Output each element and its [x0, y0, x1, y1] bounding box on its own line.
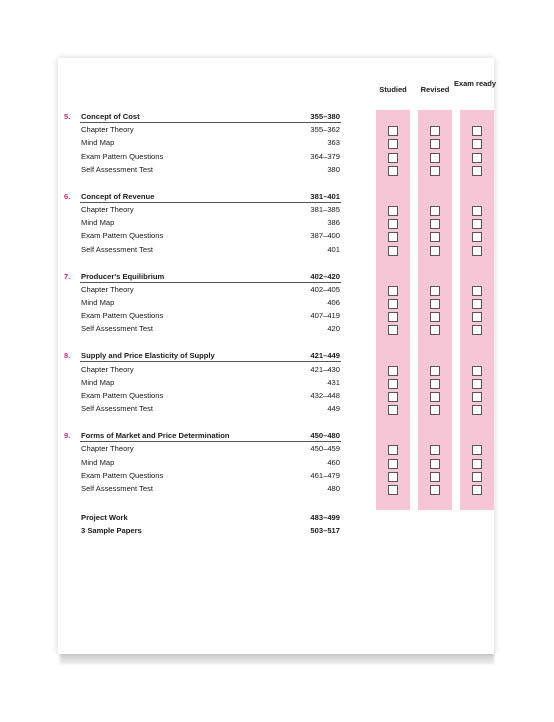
chapter6-item4-checkbox-1[interactable]: [388, 246, 398, 256]
chapter5-item3-checkbox-3[interactable]: [472, 153, 482, 163]
toc-item: [0, 152, 554, 164]
chapter-rule: [80, 282, 341, 283]
chapter8-item4-checkbox-3[interactable]: [472, 405, 482, 415]
toc-item: [0, 311, 554, 323]
item-label: Mind Map: [81, 457, 115, 467]
chapter9-item1-checkbox-1[interactable]: [388, 445, 398, 455]
chapter7-item2-checkbox-1[interactable]: [388, 299, 398, 309]
chapter9-item1-checkbox-3[interactable]: [472, 445, 482, 455]
item-pages: 461–479: [310, 470, 340, 480]
chapter-title: Concept of Cost: [81, 112, 140, 121]
item-label: Self Assessment Test: [81, 244, 154, 254]
item-label: Chapter Theory: [81, 364, 134, 374]
column-header-3: Exam ready: [453, 79, 497, 88]
chapter5-item1-checkbox-1[interactable]: [388, 126, 398, 136]
item-label: Chapter Theory: [81, 444, 134, 454]
item-pages: 364–379: [310, 151, 340, 161]
extra-pages: 503–517: [310, 526, 340, 536]
toc-item: [0, 125, 554, 137]
item-label: Chapter Theory: [81, 125, 134, 135]
chapter5-item1-checkbox-3[interactable]: [472, 126, 482, 136]
chapter7-item1-checkbox-3[interactable]: [472, 286, 482, 296]
chapter-rule: [80, 441, 341, 442]
item-label: Exam Pattern Questions: [81, 231, 164, 241]
chapter-pages: 381–401: [310, 191, 340, 201]
chapter6-item4-checkbox-2[interactable]: [430, 246, 440, 256]
toc-item: [0, 444, 554, 456]
chapter5-item2-checkbox-3[interactable]: [472, 139, 482, 149]
toc-item: [0, 245, 554, 257]
extra-section: [0, 526, 554, 538]
toc-item: [0, 471, 554, 483]
item-pages: 432–448: [310, 391, 340, 400]
chapter8-item2-checkbox-2[interactable]: [430, 379, 440, 389]
chapter9-item2-checkbox-3[interactable]: [472, 459, 482, 469]
chapter9-item4-checkbox-1[interactable]: [388, 485, 398, 495]
chapter-number: 6.: [64, 191, 71, 201]
chapter5-item4-checkbox-3[interactable]: [472, 166, 482, 176]
chapter5-item1-checkbox-2[interactable]: [430, 126, 440, 136]
chapter6-item3-checkbox-2[interactable]: [430, 232, 440, 242]
chapter8-item4-checkbox-2[interactable]: [430, 405, 440, 415]
chapter-title: Concept of Revenue: [81, 191, 155, 201]
item-label: Exam Pattern Questions: [81, 311, 164, 321]
item-pages: 402–405: [310, 284, 340, 294]
chapter-number: 7.: [64, 271, 71, 281]
chapter-rule: [80, 361, 341, 362]
item-label: Mind Map: [81, 218, 115, 228]
chapter-rule: [80, 202, 341, 203]
chapter6-item1-checkbox-3[interactable]: [472, 206, 482, 216]
chapter6-item1-checkbox-1[interactable]: [388, 206, 398, 216]
toc-item: [0, 458, 554, 470]
item-label: Exam Pattern Questions: [81, 470, 164, 480]
item-label: Self Assessment Test: [81, 324, 154, 334]
chapter6-item3-checkbox-3[interactable]: [472, 232, 482, 242]
chapter-pages: 450–480: [310, 431, 340, 441]
chapter9-item2-checkbox-1[interactable]: [388, 459, 398, 469]
item-pages: 386: [327, 218, 340, 228]
item-pages: 421–430: [310, 364, 340, 374]
chapter-number: 5.: [64, 112, 71, 121]
chapter5-item3-checkbox-2[interactable]: [430, 153, 440, 163]
item-pages: 431: [327, 377, 340, 387]
item-pages: 420: [327, 324, 340, 334]
toc-item: [0, 324, 554, 336]
chapter7-item4-checkbox-1[interactable]: [388, 325, 398, 335]
item-pages: 355–362: [310, 125, 340, 135]
chapter7-item4-checkbox-3[interactable]: [472, 325, 482, 335]
chapter8-item1-checkbox-2[interactable]: [430, 366, 440, 376]
toc-item: [0, 218, 554, 230]
item-label: Exam Pattern Questions: [81, 151, 164, 161]
chapter9-item4-checkbox-3[interactable]: [472, 485, 482, 495]
extra-pages: 483–499: [310, 513, 340, 522]
toc-item: [0, 484, 554, 496]
chapter9-item3-checkbox-2[interactable]: [430, 472, 440, 482]
toc-item: [0, 231, 554, 243]
chapter6-item1-checkbox-2[interactable]: [430, 206, 440, 216]
item-label: Self Assessment Test: [81, 484, 154, 493]
chapter6-item2-checkbox-2[interactable]: [430, 219, 440, 229]
chapter9-item1-checkbox-2[interactable]: [430, 445, 440, 455]
chapter9-item3-checkbox-1[interactable]: [388, 472, 398, 482]
item-label: Self Assessment Test: [81, 164, 154, 174]
item-label: Mind Map: [81, 377, 115, 387]
chapter7-item1-checkbox-2[interactable]: [430, 286, 440, 296]
chapter7-item1-checkbox-1[interactable]: [388, 286, 398, 296]
chapter6-item3-checkbox-1[interactable]: [388, 232, 398, 242]
toc-item: [0, 138, 554, 150]
chapter7-item4-checkbox-2[interactable]: [430, 325, 440, 335]
chapter5-item2-checkbox-2[interactable]: [430, 139, 440, 149]
chapter9-item4-checkbox-2[interactable]: [430, 485, 440, 495]
chapter7-item3-checkbox-1[interactable]: [388, 312, 398, 322]
column-header-1: Studied: [379, 85, 407, 94]
item-label: Chapter Theory: [81, 284, 134, 294]
toc-item: [0, 285, 554, 297]
chapter8-item2-checkbox-1[interactable]: [388, 379, 398, 389]
item-pages: 381–385: [310, 205, 340, 214]
item-label: Mind Map: [81, 298, 115, 307]
toc-item: [0, 378, 554, 390]
chapter8-item1-checkbox-1[interactable]: [388, 366, 398, 376]
item-pages: 407–419: [310, 311, 340, 321]
chapter5-item4-checkbox-1[interactable]: [388, 166, 398, 176]
chapter-pages: 402–420: [310, 271, 340, 281]
item-pages: 460: [327, 457, 340, 467]
toc-item: [0, 391, 554, 403]
toc-item: [0, 165, 554, 177]
chapter5-item4-checkbox-2[interactable]: [430, 166, 440, 176]
chapter8-item3-checkbox-1[interactable]: [388, 392, 398, 402]
item-pages: 450–459: [310, 444, 340, 454]
chapter7-item2-checkbox-2[interactable]: [430, 299, 440, 309]
chapter-pages: 355–380: [310, 112, 340, 121]
extra-section: [0, 513, 554, 525]
chapter-title: Supply and Price Elasticity of Supply: [81, 351, 215, 361]
extra-label: 3 Sample Papers: [81, 526, 142, 536]
chapter-title: Producer's Equilibrium: [81, 271, 165, 281]
toc-item: [0, 298, 554, 310]
extra-label: Project Work: [81, 513, 128, 522]
chapter6-item2-checkbox-3[interactable]: [472, 219, 482, 229]
chapter6-item2-checkbox-1[interactable]: [388, 219, 398, 229]
chapter6-item4-checkbox-3[interactable]: [472, 246, 482, 256]
item-pages: 449: [327, 404, 340, 414]
chapter7-item2-checkbox-3[interactable]: [472, 299, 482, 309]
chapter-number: 8.: [64, 351, 71, 361]
chapter-pages: 421–449: [310, 351, 340, 361]
chapter-rule: [80, 122, 341, 123]
chapter8-item1-checkbox-3[interactable]: [472, 366, 482, 376]
chapter7-item3-checkbox-2[interactable]: [430, 312, 440, 322]
item-label: Exam Pattern Questions: [81, 391, 164, 400]
column-header-2: Revised: [420, 85, 450, 94]
chapter-number: 9.: [64, 431, 71, 441]
item-pages: 401: [327, 244, 340, 254]
item-pages: 380: [327, 164, 340, 174]
chapter7-item3-checkbox-3[interactable]: [472, 312, 482, 322]
chapter5-item3-checkbox-1[interactable]: [388, 153, 398, 163]
chapter-title: Forms of Market and Price Determination: [81, 431, 230, 441]
toc-item: [0, 404, 554, 416]
toc-item: [0, 365, 554, 377]
item-pages: 387–400: [310, 231, 340, 241]
toc-item: [0, 205, 554, 217]
chapter9-item3-checkbox-3[interactable]: [472, 472, 482, 482]
item-label: Chapter Theory: [81, 205, 134, 214]
chapter8-item3-checkbox-2[interactable]: [430, 392, 440, 402]
chapter5-item2-checkbox-1[interactable]: [388, 139, 398, 149]
item-pages: 480: [327, 484, 340, 493]
item-label: Self Assessment Test: [81, 404, 154, 414]
chapter8-item2-checkbox-3[interactable]: [472, 379, 482, 389]
chapter8-item4-checkbox-1[interactable]: [388, 405, 398, 415]
item-pages: 406: [327, 298, 340, 307]
item-label: Mind Map: [81, 138, 115, 148]
chapter9-item2-checkbox-2[interactable]: [430, 459, 440, 469]
chapter8-item3-checkbox-3[interactable]: [472, 392, 482, 402]
item-pages: 363: [327, 138, 340, 148]
